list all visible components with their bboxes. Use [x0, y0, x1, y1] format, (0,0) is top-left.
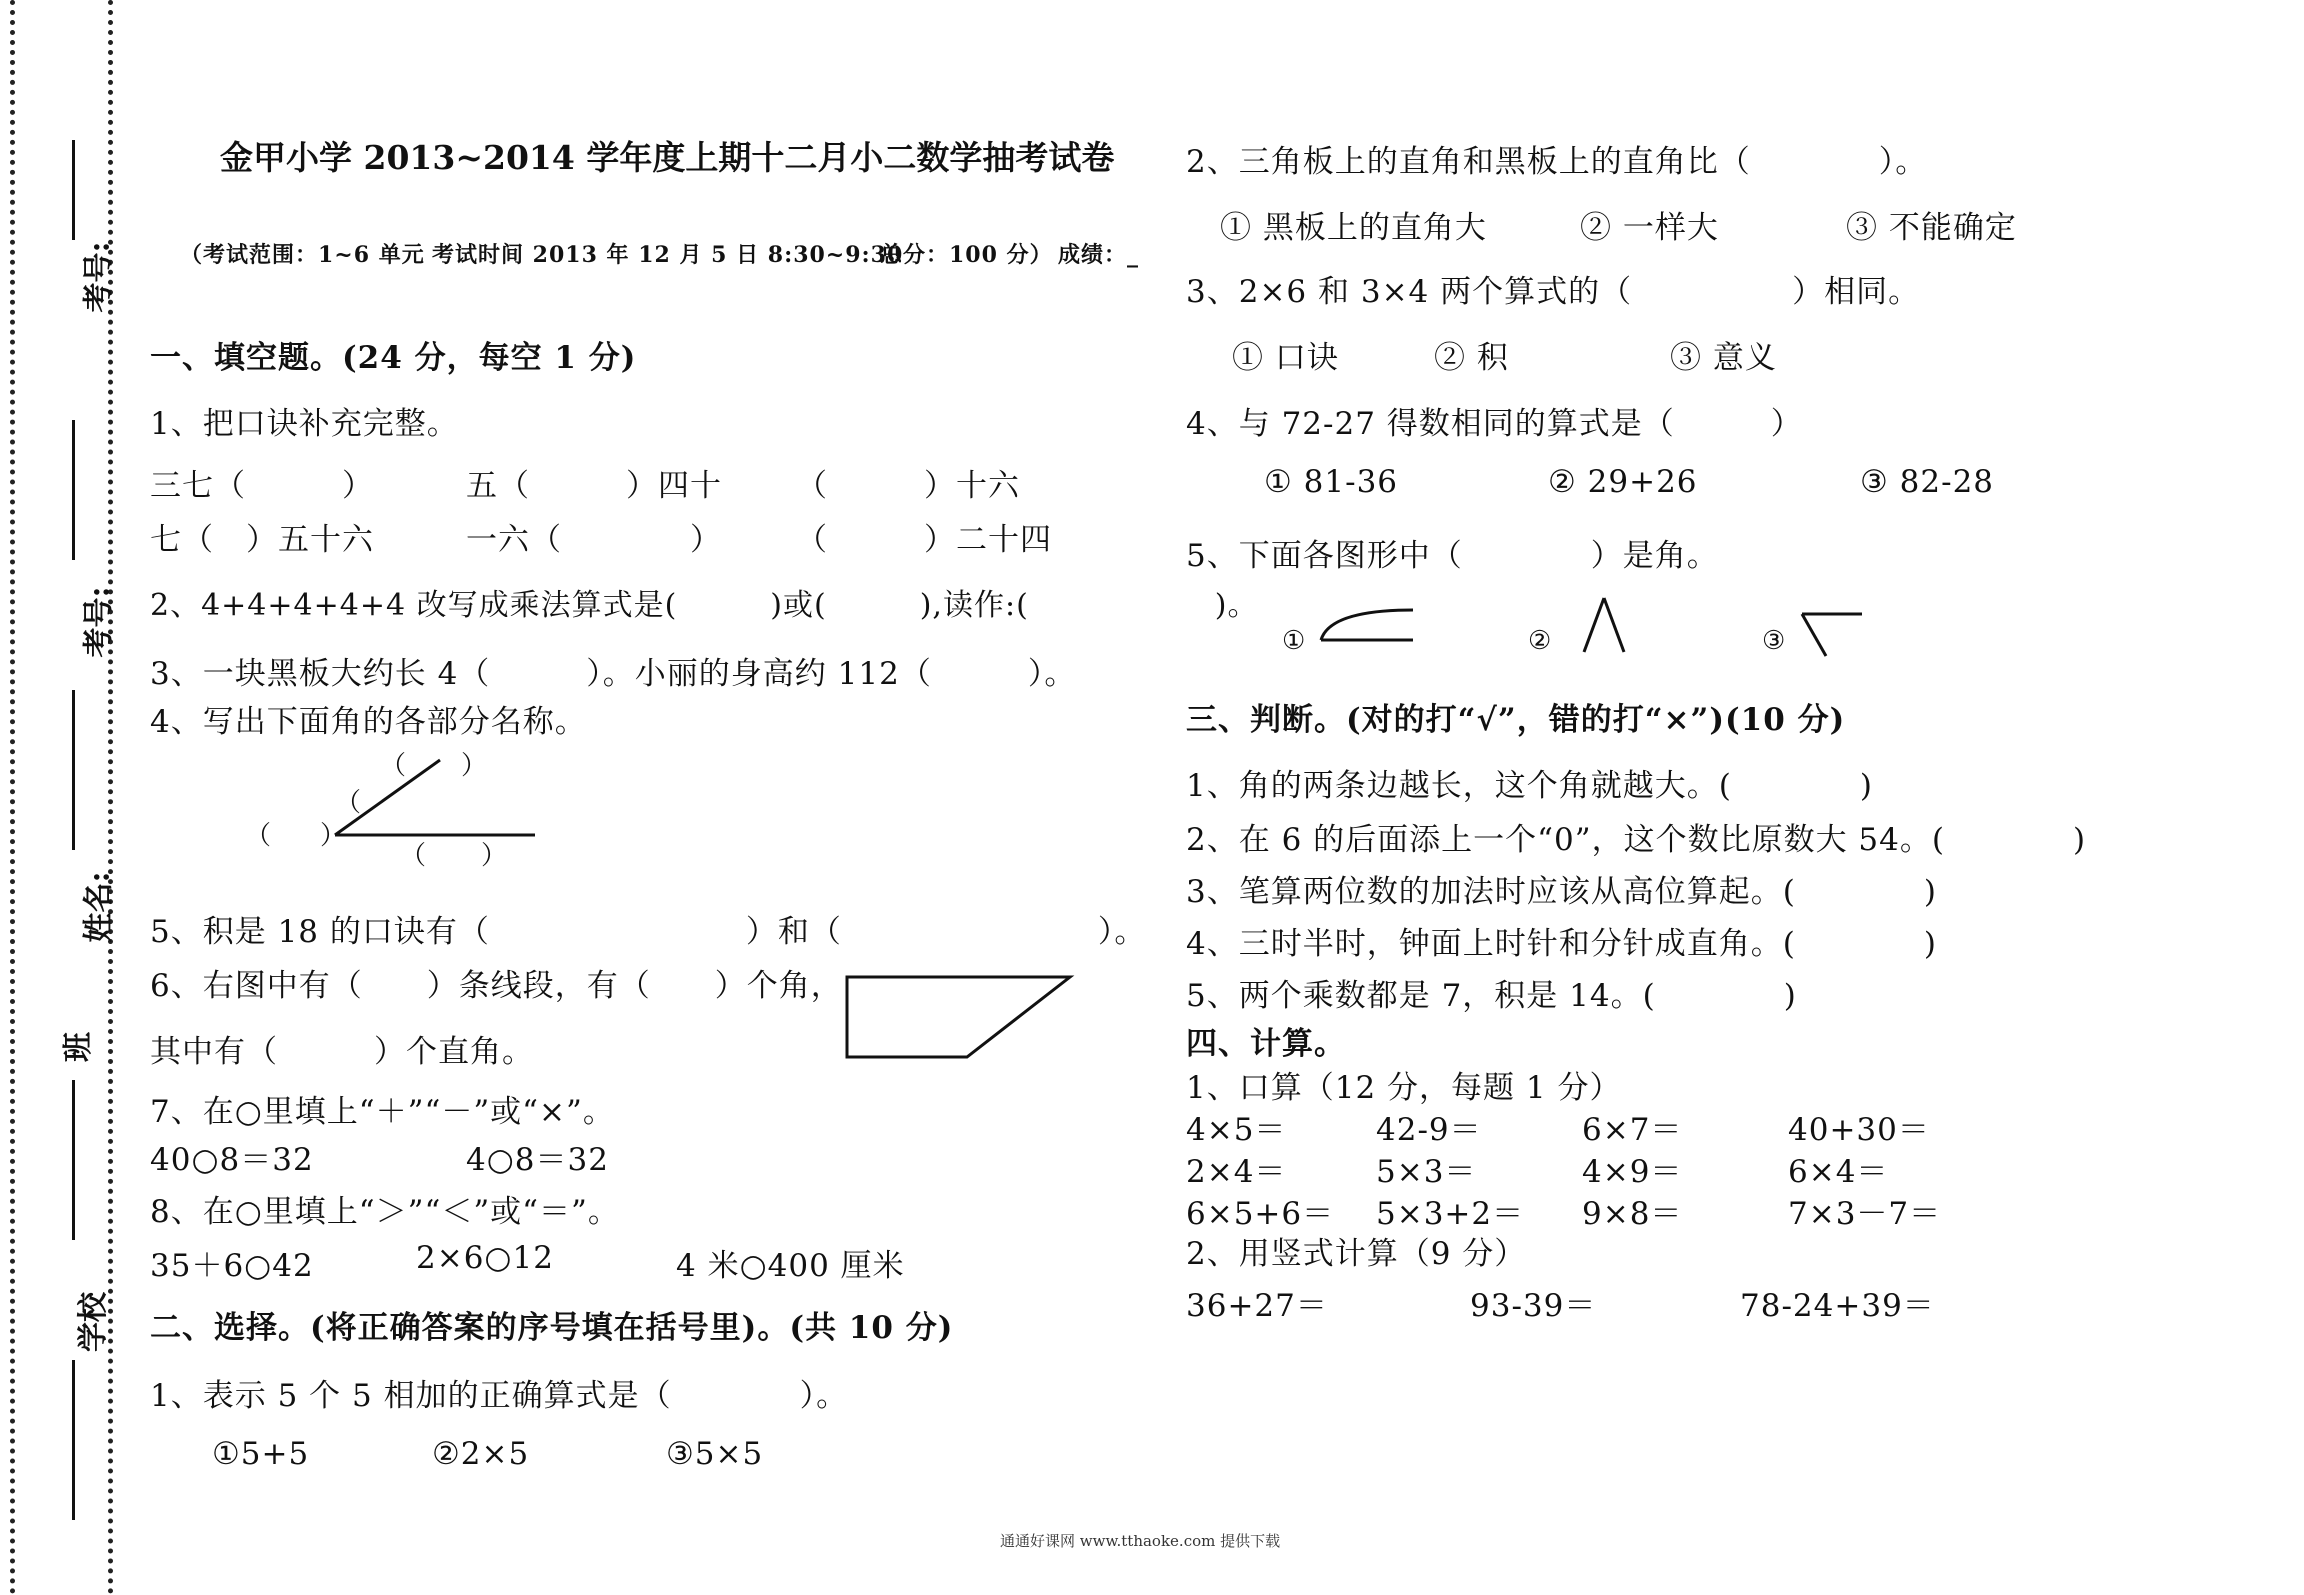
- exam-scope: （考试范围：1~6 单元: [180, 242, 425, 268]
- figure-arc-shape: [1318, 600, 1428, 650]
- figure-angle-shape: [1796, 608, 1876, 668]
- school-underline: [72, 1360, 75, 1520]
- q1-row1-a: 三七（ ）: [150, 468, 374, 504]
- figure-open-angle: [1574, 592, 1654, 662]
- question-4: 4、写出下面角的各部分名称。: [150, 704, 587, 740]
- oral-calc-title: 1、口算（12 分，每题 1 分）: [1186, 1070, 1622, 1106]
- choice-2-option-2: ② 一样大: [1580, 210, 1719, 246]
- oral-item: 6×4＝: [1788, 1154, 1889, 1190]
- choice-5-option-2: ②: [1528, 626, 1553, 656]
- choice-3-option-3: ③ 意义: [1670, 340, 1777, 376]
- question-7: 7、在○里填上“＋”“－”或“×”。: [150, 1094, 615, 1130]
- q8-c: 4 米○400 厘米: [676, 1248, 905, 1284]
- angle-label-vertex: （: [245, 821, 273, 851]
- choice-4: 4、与 72-27 得数相同的算式是（ ）: [1186, 406, 1803, 442]
- oral-item: 2×4＝: [1186, 1154, 1287, 1190]
- choice-4-option-1: ① 81-36: [1264, 464, 1399, 500]
- question-5: 5、积是 18 的口诀有（ ）和（ ）。: [150, 914, 1147, 950]
- choice-2-option-3: ③ 不能确定: [1846, 210, 2017, 246]
- exam-no-underline-2: [72, 420, 75, 560]
- q7-b: 4○8＝32: [466, 1142, 609, 1178]
- vertical-calc-title: 2、用竖式计算（9 分）: [1186, 1236, 1527, 1272]
- exam-no-underline-1: [72, 140, 75, 240]
- angle-label-vertex-top: （ ）: [380, 751, 489, 781]
- exam-title: 金甲小学 2013~2014 学年度上期十二月小二数学抽考试卷: [220, 138, 1115, 177]
- choice-1-option-2: ②2×5: [432, 1436, 530, 1472]
- oral-item: 5×3+2＝: [1376, 1196, 1525, 1232]
- choice-5-option-3: ③: [1762, 626, 1787, 656]
- choice-4-option-2: ② 29+26: [1548, 464, 1698, 500]
- question-1: 1、把口诀补充完整。: [150, 406, 459, 442]
- q8-b: 2×6○12: [416, 1240, 554, 1276]
- vertical-item: 78-24+39＝: [1740, 1288, 1935, 1324]
- vertical-item: 36+27＝: [1186, 1288, 1328, 1324]
- oral-item: 9×8＝: [1582, 1196, 1683, 1232]
- oral-item: 40+30＝: [1788, 1112, 1930, 1148]
- choice-3-option-1: ① 口诀: [1232, 340, 1339, 376]
- q1-row1-c: （ ）十六: [796, 468, 1020, 504]
- q7-a: 40○8＝32: [150, 1142, 314, 1178]
- oral-item: 6×5+6＝: [1186, 1196, 1335, 1232]
- binding-dotted-line-inner: [108, 0, 113, 1595]
- question-6-b: 其中有（ ）个直角。: [150, 1034, 534, 1070]
- choice-2: 2、三角板上的直角和黑板上的直角比（ ）。: [1186, 144, 1928, 180]
- question-2: 2、4+4+4+4+4 改写成乘法算式是( )或( ),读作:( )。: [150, 588, 1259, 623]
- choice-5: 5、下面各图形中（ ）是角。: [1186, 538, 1719, 574]
- oral-item: 42-9＝: [1376, 1112, 1482, 1148]
- section-2-title: 二、选择。(将正确答案的序号填在括号里)。(共 10 分): [150, 1310, 954, 1346]
- exam-no-label-2: 考号:: [81, 586, 117, 658]
- q1-row1-b: 五（ ）四十: [466, 468, 722, 504]
- judge-3: 3、笔算两位数的加法时应该从高位算起。( ): [1186, 874, 1937, 910]
- section-4-title: 四、计算。: [1186, 1026, 1346, 1062]
- trapezoid-figure: [845, 965, 1085, 1065]
- question-8: 8、在○里填上“＞”“＜”或“＝”。: [150, 1194, 620, 1230]
- oral-item: 4×5＝: [1186, 1112, 1287, 1148]
- binding-dotted-line-outer: [10, 0, 15, 1595]
- q1-row2-a: 七（ ）五十六: [150, 522, 374, 558]
- judge-2: 2、在 6 的后面添上一个“0”，这个数比原数大 54。( ): [1186, 822, 2087, 858]
- exam-total: 总分：100 分）: [880, 242, 1053, 268]
- oral-item: 7×3－7＝: [1788, 1196, 1942, 1232]
- question-3: 3、一块黑板大约长 4（ ）。小丽的身高约 112（ ）。: [150, 656, 1077, 692]
- choice-2-option-1: ① 黑板上的直角大: [1220, 210, 1487, 246]
- exam-no-label-1: 考号:: [81, 241, 117, 313]
- exam-score: 成绩：_: [1058, 242, 1140, 268]
- angle-label-right: ）: [320, 821, 348, 851]
- section-1-title: 一、填空题。(24 分，每空 1 分): [150, 340, 637, 376]
- question-6: 6、右图中有（ ）条线段，有（ ）个角，: [150, 968, 843, 1004]
- oral-item: 4×9＝: [1582, 1154, 1683, 1190]
- footer-credit: 通通好课网 www.tthaoke.com 提供下载: [1000, 1532, 1281, 1550]
- oral-item: 5×3＝: [1376, 1154, 1477, 1190]
- vertical-item: 93-39＝: [1470, 1288, 1597, 1324]
- judge-4: 4、三时半时，钟面上时针和分针成直角。( ): [1186, 926, 1937, 962]
- choice-5-option-1: ①: [1282, 626, 1307, 656]
- angle-label-left: （: [335, 788, 363, 818]
- choice-3-option-2: ② 积: [1434, 340, 1509, 376]
- q1-row2-b: 一六（ ）: [466, 522, 722, 558]
- judge-1: 1、角的两条边越长，这个角就越大。( ): [1186, 768, 1873, 804]
- choice-1-option-1: ①5+5: [212, 1436, 310, 1472]
- q8-a: 35＋6○42: [150, 1248, 314, 1284]
- name-underline: [72, 690, 75, 850]
- exam-time: 考试时间 2013 年 12 月 5 日 8:30~9:30: [432, 242, 904, 268]
- choice-1: 1、表示 5 个 5 相加的正确算式是（ ）。: [150, 1378, 849, 1414]
- class-underline: [72, 1080, 75, 1240]
- section-3-title: 三、判断。(对的打“√”，错的打“×”)(10 分): [1186, 702, 1846, 738]
- choice-4-option-3: ③ 82-28: [1860, 464, 1995, 500]
- judge-5: 5、两个乘数都是 7，积是 14。( ): [1186, 978, 1797, 1014]
- name-label: 姓名:: [81, 871, 117, 943]
- school-label: 学校: [76, 1292, 111, 1352]
- angle-label-side: （ ）: [400, 841, 509, 871]
- choice-3: 3、2×6 和 3×4 两个算式的（ ）相同。: [1186, 274, 1921, 310]
- class-label: 班: [61, 1032, 96, 1062]
- q1-row2-c: （ ）二十四: [796, 522, 1052, 558]
- choice-1-option-3: ③5×5: [666, 1436, 764, 1472]
- oral-item: 6×7＝: [1582, 1112, 1683, 1148]
